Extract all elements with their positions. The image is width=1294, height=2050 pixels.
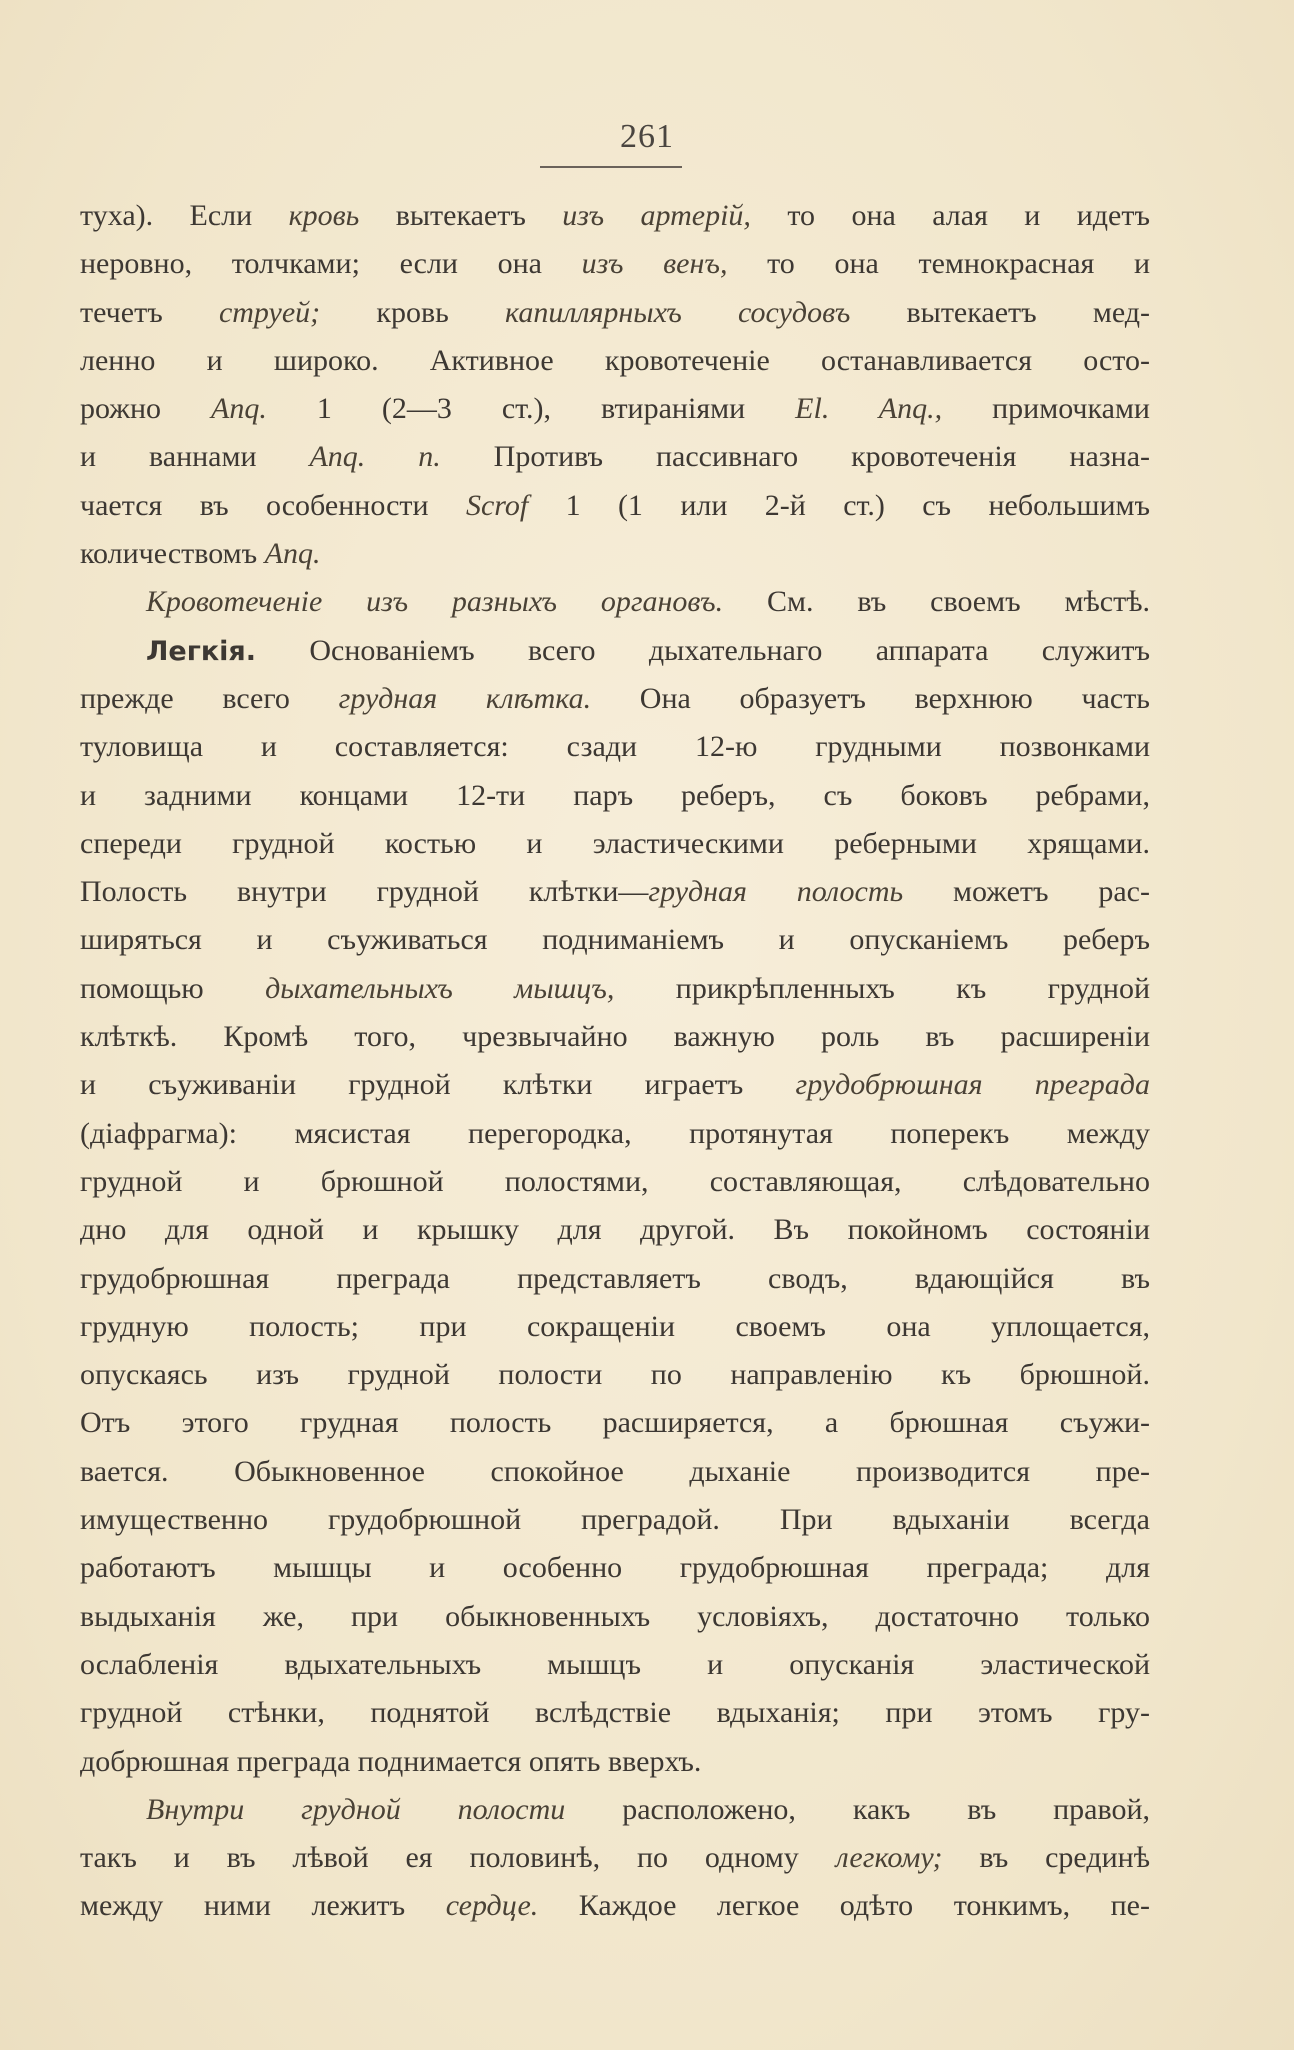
text-segment: (діафрагма): мясистая перегородка, протянутая поперекъ между [80,1116,1150,1150]
text-segment: туловища и составляется: сзади 12-ю грудными позвонками [80,730,1150,764]
text-line [80,1738,1150,1786]
text-segment: Основаніемъ всего дыхательнаго аппарата служитъ [256,633,1150,667]
text-segment: расположено, какъ въ правой, [565,1792,1150,1826]
text-line [80,868,1150,916]
text-segment: помощью [80,971,266,1005]
italic-text: сердце. [445,1889,539,1923]
text-segment: въ срединѣ [942,1841,1151,1875]
text-segment: Отъ этого грудная полость расширяется, а брюшная съужи- [80,1406,1150,1440]
text-line [80,1158,1150,1206]
italic-text: Внутри грудной полости [146,1792,566,1826]
italic-text: Anq. [264,537,321,571]
text-line [80,1061,1150,1109]
text-line [80,482,1150,530]
text-segment: прежде всего [80,681,339,715]
italic-text: Anq. [211,392,267,426]
italic-text: изъ артерій, [562,199,751,232]
text-line [80,240,1150,288]
text-segment: между ними лежитъ [80,1889,446,1923]
text-segment: клѣткѣ. Кромѣ того, чрезвычайно важную роль въ расширеніи [80,1020,1150,1054]
text-segment: и съуживаніи грудной клѣтки играетъ [80,1068,796,1102]
text-segment: и задними концами 12-ти паръ реберъ, съ боковъ ребрами, [80,778,1150,812]
text-line [80,820,1150,868]
text-segment: См. въ своемъ мѣстѣ. [723,585,1150,619]
text-segment: можетъ рас- [903,875,1150,909]
text-line [80,1110,1150,1158]
text-line [80,385,1150,433]
text-line [80,965,1150,1013]
italic-text: грудная полость [648,875,904,909]
text-line [80,1786,1150,1834]
italic-text: изъ венъ, [581,247,728,281]
text-segment: примочками [942,392,1150,426]
text-segment: то она темнокрасная и [727,247,1151,281]
text-line [80,772,1150,820]
italic-text: грудобрюшная преграда [795,1068,1150,1102]
italic-text: легкому; [835,1841,943,1875]
text-segment: грудной и брюшной полостями, составляющая, слѣдовательно [80,1164,1150,1198]
text-line [80,1206,1150,1254]
text-line [80,627,1150,675]
text-segment: грудной стѣнки, поднятой вслѣдствіе вдыханія; при этомъ гру- [80,1696,1150,1730]
italic-text: Scrof [465,488,529,522]
body-text [80,192,1150,1931]
text-line [80,1303,1150,1351]
italic-text: струей; [218,295,321,329]
italic-text: Кровотеченіе изъ разныхъ органовъ. [146,585,724,619]
text-segment: Каждое легкое одѣто тонкимъ, пе- [538,1889,1150,1923]
text-line [80,1593,1150,1641]
italic-text: кровь [288,199,360,232]
italic-text: Anq. n. [309,440,441,474]
text-segment: выдыханія же, при обыкновенныхъ условіяхъ, достаточно только [80,1599,1150,1633]
text-segment: Противъ пассивнаго кровотеченія назна- [440,440,1150,474]
text-segment: грудную полость; при сокращеніи своемъ она уплощается, [80,1309,1150,1343]
text-line [80,530,1150,578]
text-segment: Полость внутри грудной клѣтки— [80,875,649,909]
text-segment: чается въ особенности [80,488,466,522]
header-rule [540,166,682,168]
text-segment: ширяться и съуживаться подниманіемъ и опусканіемъ реберъ [80,923,1150,957]
text-line [80,1013,1150,1061]
text-line [80,192,1150,240]
text-segment: количествомъ [80,537,265,571]
page-number: 261 [620,118,674,155]
italic-text: дыхательныхъ мышцъ, [265,971,615,1005]
text-segment: прикрѣпленныхъ къ грудной [614,971,1150,1005]
text-segment: вытекаетъ [359,199,563,232]
text-line [80,1255,1150,1303]
text-segment: вается. Обыкновенное спокойное дыханіе производится пре- [80,1454,1150,1488]
text-segment: грудобрюшная преграда представляетъ сводъ, вдающійся въ [80,1261,1150,1295]
text-line [80,1834,1150,1882]
text-segment: туха). Если [80,199,289,232]
italic-text: капиллярныхъ сосудовъ [505,295,851,329]
text-segment: 1 (1 или 2-й ст.) съ небольшимъ [528,488,1150,522]
text-line [80,578,1150,626]
italic-text: грудная клѣтка. [338,681,592,715]
text-segment: ослабленія вдыхательныхъ мышцъ и опусканія эластической [80,1647,1150,1681]
text-line [80,1351,1150,1399]
text-line [80,1544,1150,1592]
text-line [80,916,1150,964]
text-line [80,1882,1150,1930]
text-segment: вытекаетъ мед- [850,295,1151,329]
text-line [80,675,1150,723]
text-segment: Она образуетъ верхнюю часть [591,681,1150,715]
text-segment: неровно, толчками; если она [80,247,582,281]
text-segment: такъ и въ лѣвой ея половинѣ, по одному [80,1841,836,1875]
text-line [80,1496,1150,1544]
text-segment: ленно и широко. Активное кровотеченіе останавливается осто- [80,343,1150,377]
text-segment: рожно [80,392,212,426]
text-line [80,1448,1150,1496]
text-line [80,289,1150,337]
text-line [80,337,1150,385]
text-segment: дно для одной и крышку для другой. Въ покойномъ состояніи [80,1213,1150,1247]
text-line [80,723,1150,771]
text-segment: и ваннами [80,440,310,474]
text-line [80,1399,1150,1447]
italic-text: El. Anq., [795,392,943,426]
text-segment: добрюшная преграда поднимается опять вверхъ. [80,1744,702,1778]
text-segment: работаютъ мышцы и особенно грудобрюшная преграда; для [80,1551,1150,1585]
text-segment: то она алая и идетъ [750,199,1150,232]
text-segment: опускаясь изъ грудной полости по направленію къ брюшной. [80,1358,1150,1392]
text-line [80,433,1150,481]
text-segment: кровь [320,295,506,329]
text-segment: течетъ [80,295,219,329]
text-segment: спереди грудной костью и эластическими реберными хрящами. [80,826,1150,860]
text-line [80,1689,1150,1737]
text-line [80,1641,1150,1689]
text-segment: 1 (2—3 ст.), втираніями [266,392,796,426]
text-segment: имущественно грудобрюшной преградой. При вдыханіи всегда [80,1503,1150,1537]
bold-heading: Легкія. [146,635,257,667]
